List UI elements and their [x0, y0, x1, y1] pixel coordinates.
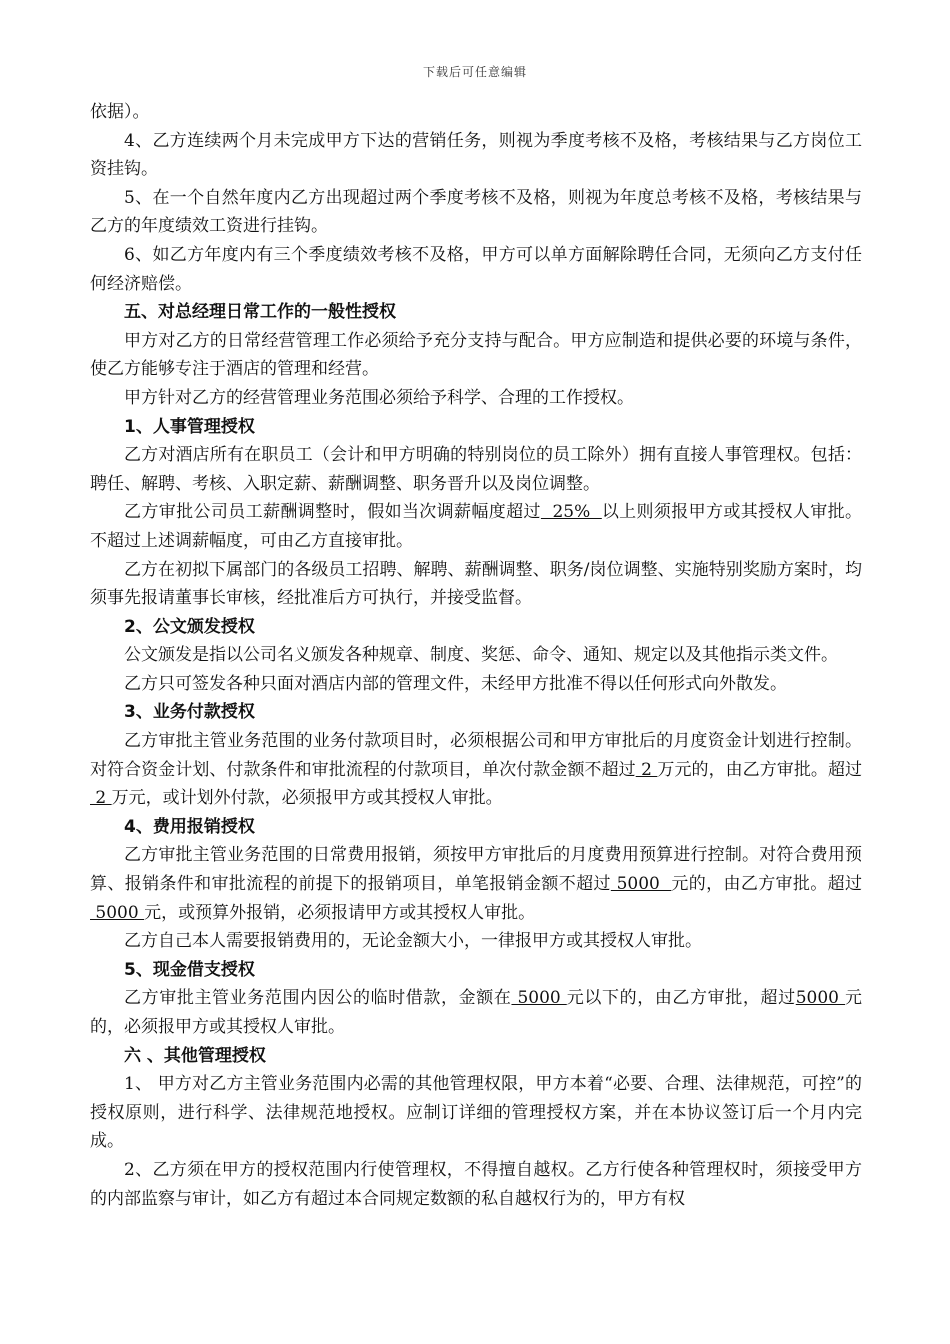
paragraph: 2、乙方须在甲方的授权范围内行使管理权，不得擅自越权。乙方行使各种管理权时，须接受甲方的内部监察与审计，如乙方有超过本合同规定数额的私自越权行为的，甲方有权: [90, 1159, 862, 1209]
paragraph: [90, 984, 862, 1041]
subsection-heading: 3、业务付款授权: [124, 702, 255, 723]
paragraph-text: 元以下的，由乙方审批，超过: [566, 988, 796, 1009]
paragraph: 1、 甲方对乙方主管业务范围内必需的其他管理权限，甲方本着“必要、合理、法律规范，可控”的授权原则，进行科学、法律规范地授权。应制订详细的管理授权方案，并在本协议签订后一个月内完成。: [90, 1074, 862, 1152]
paragraph: [90, 841, 862, 927]
paragraph: 乙方自己本人需要报销费用的，无论金额大小，一律报甲方或其授权人审批。: [124, 931, 702, 952]
paragraph: 乙方只可签发各种只面对酒店内部的管理文件，未经甲方批准不得以任何形式向外散发。: [124, 673, 787, 694]
paragraph: [90, 727, 862, 813]
paragraph: 5、在一个自然年度内乙方出现超过两个季度考核不及格，则视为年度总考核不及格，考核结果与乙方的年度绩效工资进行挂钩。: [90, 187, 862, 237]
paragraph-text: 万元，或计划外付款，必须报甲方或其授权人审批。: [111, 788, 503, 809]
page-header: 下载后可任意编辑: [422, 65, 527, 79]
paragraph: 4、乙方连续两个月未完成甲方下达的营销任务，则视为季度考核不及格，考核结果与乙方岗位工资挂钩。: [90, 130, 862, 180]
underlined-value: 2: [90, 788, 112, 809]
underlined-value: 2: [635, 759, 658, 780]
paragraph-text: 乙方审批主管业务范围的日常费用报销，须按甲方审批后的月度费用预算进行控制。对符合费用预算、报销条件和审批流程的前提下的报销项目，单笔报销金额不超过: [90, 845, 862, 895]
document-body: [90, 98, 862, 1213]
paragraph: [90, 498, 862, 555]
paragraph-text: 元，或预算外报销，必须报请甲方或其授权人审批。: [144, 902, 536, 923]
subsection-heading: 1、人事管理授权: [124, 416, 255, 437]
underlined-value: 5000: [610, 874, 672, 895]
paragraph: 公文颁发是指以公司名义颁发各种规章、制度、奖惩、命令、通知、规定以及其他指示类文件。: [124, 645, 838, 666]
paragraph-text: 以上则须报甲方或其授权人审批。不超过上述调薪幅度，可由乙方直接审批。: [90, 502, 863, 551]
paragraph: 甲方对乙方的日常经营管理工作必须给予充分支持与配合。甲方应制造和提供必要的环境与条件，使乙方能够专注于酒店的管理和经营。: [90, 330, 862, 380]
paragraph-text: 乙方审批主管业务范围的业务付款项目时，必须根据公司和甲方审批后的月度资金计划进行控制。对符合资金计划、付款条件和审批流程的付款项目，单次付款金额不超过: [90, 731, 862, 780]
paragraph: 乙方对酒店所有在职员工（会计和甲方明确的特别岗位的员工除外）拥有直接人事管理权。包括：聘任、解聘、考核、入职定薪、薪酬调整、职务晋升以及岗位调整。: [90, 445, 862, 494]
paragraph: 6、如乙方年度内有三个季度绩效考核不及格，甲方可以单方面解除聘任合同，无须向乙方支付任何经济赔偿。: [90, 244, 862, 294]
paragraph-text: 乙方审批公司员工薪酬调整时，假如当次调薪幅度超过: [124, 502, 541, 523]
underlined-value: 5000: [511, 988, 567, 1009]
paragraph-text: 元的，由乙方审批。超过: [671, 874, 862, 895]
paragraph-text: 万元的，由乙方审批。超过: [657, 759, 863, 780]
section-heading: 五、对总经理日常工作的一般性授权: [124, 302, 396, 323]
underlined-value: 5000: [795, 988, 846, 1009]
paragraph: 依据）。: [90, 102, 150, 122]
underlined-value: 5000: [90, 902, 145, 923]
subsection-heading: 5、现金借支授权: [124, 959, 255, 980]
paragraph: 乙方在初拟下属部门的各级员工招聘、解聘、薪酬调整、职务/岗位调整、实施特别奖励方案时，均须事先报请董事长审核，经批准后方可执行，并接受监督。: [90, 559, 862, 609]
paragraph-text: 元的，必须报甲方或其授权人审批。: [90, 988, 863, 1037]
subsection-heading: 2、公文颁发授权: [124, 616, 255, 637]
underlined-value: 25%: [540, 502, 602, 523]
paragraph-text: 乙方审批主管业务范围内因公的临时借款，金额在: [124, 988, 512, 1009]
section-heading: 六 、其他管理授权: [124, 1045, 266, 1066]
paragraph: 甲方针对乙方的经营管理业务范围必须给予科学、合理的工作授权。: [124, 387, 634, 408]
subsection-heading: 4、费用报销授权: [124, 816, 255, 837]
